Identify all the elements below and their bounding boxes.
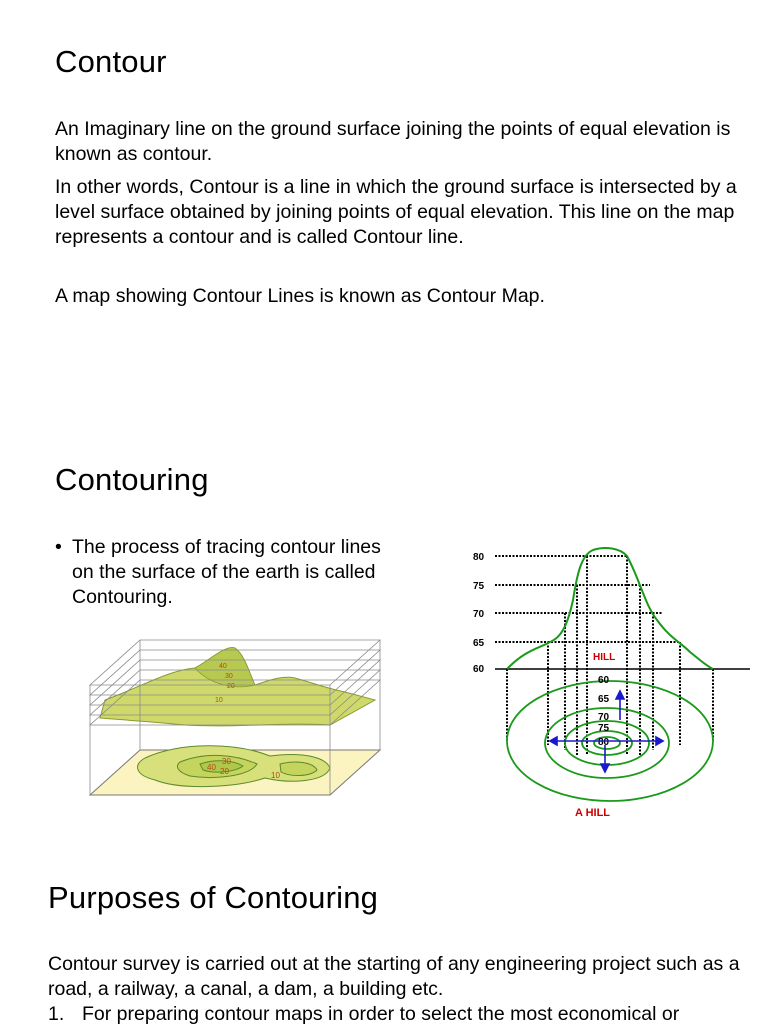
map-label-40: 40 (207, 763, 216, 772)
hill-label: HILL (593, 652, 616, 663)
level-label-75: 75 (473, 581, 485, 592)
map-label-30: 30 (222, 757, 231, 766)
section-title-contouring: Contouring (55, 462, 209, 497)
terrain-label-10: 10 (215, 697, 223, 704)
contour-map-definition: A map showing Contour Lines is known as Contour Map. (55, 285, 545, 307)
level-label-80: 80 (473, 552, 485, 563)
level-label-70: 70 (473, 609, 485, 620)
contour-explanation: In other words, Contour is a line in which the ground surface is intersected by a level surface obtained by joining points of equal elevation. This line on the map represents a contour and is called Contour line. (55, 176, 737, 248)
bullet-text: The process of tracing contour lines on the surface of the earth is called Contouring. (72, 536, 381, 608)
map-label-20: 20 (220, 767, 229, 776)
plan-label-60: 60 (598, 675, 610, 686)
section-title-contour: Contour (55, 44, 167, 79)
terrain-block-diagram (85, 630, 390, 805)
contour-definition: An Imaginary line on the ground surface joining the points of equal elevation is known as contour. (55, 118, 731, 165)
terrain-label-30: 30 (225, 673, 233, 680)
level-label-60: 60 (473, 664, 485, 675)
purposes-intro: Contour survey is carried out at the starting of any engineering project such as a road, a railway, a canal, a dam, a building etc. (48, 953, 740, 1000)
plan-label-65: 65 (598, 694, 610, 705)
list-number: 1. (48, 1003, 65, 1025)
bullet-item (55, 535, 395, 610)
hill-contour-diagram (465, 540, 750, 825)
hill-caption: A HILL (575, 807, 611, 819)
terrain-label-20: 20 (227, 683, 235, 690)
bullet-mark: • (55, 536, 62, 558)
map-label-10: 10 (271, 771, 280, 780)
hill-profile (507, 548, 713, 669)
terrain-label-40: 40 (219, 663, 227, 670)
plan-label-75: 75 (598, 723, 610, 734)
plan-label-80: 80 (598, 737, 610, 748)
list-item-text: For preparing contour maps in order to select the most economical or (82, 1003, 680, 1025)
level-label-65: 65 (473, 638, 485, 649)
purposes-list-item (48, 1002, 748, 1027)
plan-label-70: 70 (598, 712, 610, 723)
section-title-purposes: Purposes of Contouring (48, 880, 379, 915)
